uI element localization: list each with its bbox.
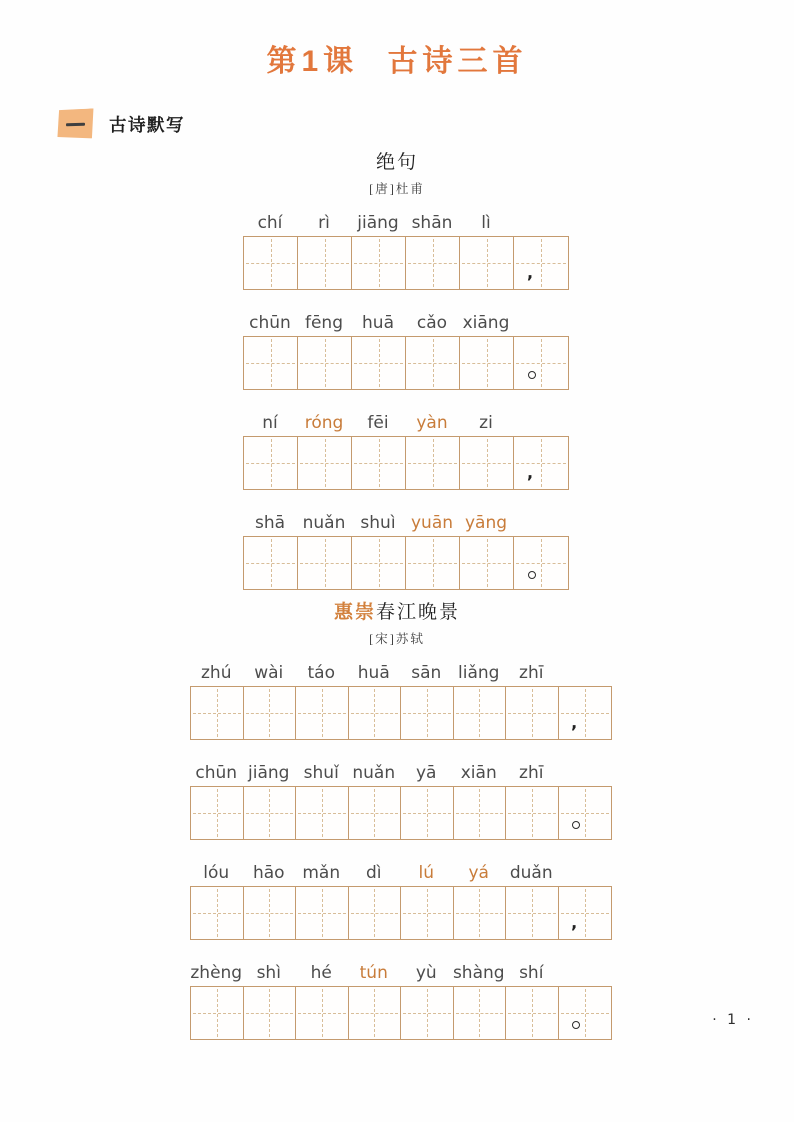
pinyin-syllable: lú bbox=[418, 863, 434, 883]
grid-cell bbox=[349, 687, 402, 739]
poem-title-text: 春江晚景 bbox=[376, 602, 461, 623]
poem-block-2 bbox=[0, 602, 794, 1040]
grid-cell bbox=[349, 787, 402, 839]
pinyin-row bbox=[190, 961, 794, 983]
cell-midline-vertical bbox=[585, 689, 586, 737]
grid-cell bbox=[296, 887, 349, 939]
cell-midline-vertical bbox=[379, 239, 380, 287]
cell-midline-vertical bbox=[541, 539, 542, 587]
poem-line bbox=[0, 661, 794, 740]
grid-cell bbox=[514, 437, 568, 489]
poem-line bbox=[0, 411, 794, 490]
pinyin-syllable: lóu bbox=[203, 863, 230, 883]
grid-cell bbox=[352, 537, 406, 589]
grid-cell bbox=[352, 337, 406, 389]
cell-midline-vertical bbox=[487, 539, 488, 587]
pinyin-syllable: lì bbox=[481, 213, 491, 233]
grid-cell bbox=[454, 887, 507, 939]
writing-grid bbox=[243, 336, 569, 390]
section-number bbox=[66, 122, 85, 126]
poem-title bbox=[0, 152, 794, 174]
grid-cell bbox=[401, 687, 454, 739]
writing-grid bbox=[190, 886, 612, 940]
pinyin-syllable: shuǐ bbox=[303, 763, 339, 783]
grid-cell bbox=[298, 437, 352, 489]
grid-cell bbox=[506, 987, 559, 1039]
pinyin-syllable: yá bbox=[468, 863, 489, 883]
grid-cell bbox=[460, 337, 514, 389]
cell-midline-vertical bbox=[269, 989, 270, 1037]
cell-midline-vertical bbox=[269, 789, 270, 837]
pinyin-syllable: zi bbox=[479, 413, 493, 433]
pinyin-syllable: fēi bbox=[367, 413, 389, 433]
grid-cell bbox=[559, 887, 612, 939]
cell-midline-vertical bbox=[585, 989, 586, 1037]
cell-midline-vertical bbox=[269, 889, 270, 937]
cell-midline-vertical bbox=[379, 439, 380, 487]
pinyin-syllable: duǎn bbox=[509, 863, 553, 883]
grid-cell bbox=[406, 237, 460, 289]
cell-midline-vertical bbox=[427, 789, 428, 837]
punctuation-period bbox=[528, 371, 536, 379]
cell-midline-vertical bbox=[379, 339, 380, 387]
punctuation-comma: , bbox=[571, 913, 578, 932]
page-number: · 1 · bbox=[712, 1012, 754, 1028]
pinyin-row bbox=[243, 211, 794, 233]
grid-cell bbox=[352, 437, 406, 489]
cell-midline-vertical bbox=[427, 689, 428, 737]
cell-midline-vertical bbox=[487, 439, 488, 487]
pinyin-syllable: chūn bbox=[249, 313, 291, 333]
cell-midline-vertical bbox=[433, 239, 434, 287]
pinyin-syllable: ní bbox=[262, 413, 278, 433]
grid-cell bbox=[296, 687, 349, 739]
pinyin-syllable: hé bbox=[310, 963, 332, 983]
grid-cell bbox=[352, 237, 406, 289]
grid-cell bbox=[454, 787, 507, 839]
cell-midline-vertical bbox=[374, 889, 375, 937]
cell-midline-vertical bbox=[374, 989, 375, 1037]
pinyin-row bbox=[190, 861, 794, 883]
grid-cell bbox=[559, 787, 612, 839]
writing-grid bbox=[243, 536, 569, 590]
punctuation-comma: , bbox=[526, 263, 534, 282]
cell-midline-vertical bbox=[427, 989, 428, 1037]
poems-container bbox=[0, 152, 794, 1040]
cell-midline-vertical bbox=[433, 339, 434, 387]
pinyin-syllable: chí bbox=[257, 213, 283, 233]
writing-grid bbox=[243, 236, 569, 290]
cell-midline-vertical bbox=[217, 989, 218, 1037]
poem-title-text: 绝句 bbox=[375, 152, 418, 173]
cell-midline-vertical bbox=[271, 539, 272, 587]
pinyin-syllable: shì bbox=[256, 963, 281, 983]
pinyin-syllable: jiāng bbox=[357, 213, 399, 233]
grid-cell bbox=[514, 237, 568, 289]
grid-cell bbox=[244, 337, 298, 389]
grid-cell bbox=[460, 537, 514, 589]
section-badge bbox=[56, 108, 94, 139]
cell-midline-vertical bbox=[532, 689, 533, 737]
punctuation-period bbox=[572, 821, 580, 829]
grid-cell bbox=[460, 237, 514, 289]
pinyin-syllable: hāo bbox=[252, 863, 285, 883]
grid-cell bbox=[406, 437, 460, 489]
pinyin-syllable: huā bbox=[357, 663, 390, 683]
pinyin-row bbox=[243, 311, 794, 333]
pinyin-syllable: shā bbox=[254, 513, 286, 533]
pinyin-syllable: róng bbox=[304, 413, 344, 433]
cell-midline-vertical bbox=[541, 239, 542, 287]
cell-midline-vertical bbox=[487, 239, 488, 287]
grid-cell bbox=[454, 987, 507, 1039]
pinyin-row bbox=[243, 511, 794, 533]
cell-midline-vertical bbox=[427, 889, 428, 937]
pinyin-syllable: shàng bbox=[452, 963, 505, 983]
grid-cell bbox=[244, 787, 297, 839]
pinyin-syllable: yā bbox=[416, 763, 437, 783]
cell-midline-vertical bbox=[271, 339, 272, 387]
cell-midline-vertical bbox=[541, 439, 542, 487]
cell-midline-vertical bbox=[487, 339, 488, 387]
pinyin-row bbox=[190, 761, 794, 783]
writing-grid bbox=[190, 986, 612, 1040]
pinyin-row bbox=[190, 661, 794, 683]
grid-cell bbox=[401, 887, 454, 939]
writing-grid bbox=[243, 436, 569, 490]
poem-author: [唐]杜甫 bbox=[369, 182, 425, 196]
pinyin-syllable: huā bbox=[362, 313, 394, 333]
pinyin-syllable: xiān bbox=[460, 763, 497, 783]
cell-midline-vertical bbox=[217, 789, 218, 837]
lesson-title: 第1课 古诗三首 bbox=[266, 45, 528, 78]
poem-line bbox=[0, 511, 794, 590]
grid-cell bbox=[298, 237, 352, 289]
grid-cell bbox=[244, 887, 297, 939]
cell-midline-vertical bbox=[585, 889, 586, 937]
grid-cell bbox=[406, 337, 460, 389]
grid-cell bbox=[191, 787, 244, 839]
punctuation-comma: , bbox=[526, 463, 534, 482]
grid-cell bbox=[506, 887, 559, 939]
grid-cell bbox=[191, 887, 244, 939]
grid-cell bbox=[244, 537, 298, 589]
cell-midline-vertical bbox=[217, 689, 218, 737]
cell-midline-vertical bbox=[269, 689, 270, 737]
pinyin-syllable: yāng bbox=[464, 513, 508, 533]
poem-line bbox=[0, 961, 794, 1040]
grid-cell bbox=[460, 437, 514, 489]
poem-title-highlight: 惠崇 bbox=[333, 602, 376, 623]
grid-cell bbox=[296, 787, 349, 839]
pinyin-syllable: mǎn bbox=[302, 863, 341, 883]
grid-cell bbox=[191, 987, 244, 1039]
grid-cell bbox=[454, 687, 507, 739]
grid-cell bbox=[506, 687, 559, 739]
cell-midline-vertical bbox=[322, 789, 323, 837]
grid-cell bbox=[244, 687, 297, 739]
pinyin-syllable: wài bbox=[254, 663, 284, 683]
cell-midline-vertical bbox=[374, 689, 375, 737]
cell-midline-vertical bbox=[325, 239, 326, 287]
pinyin-syllable: chūn bbox=[195, 763, 238, 783]
grid-cell bbox=[349, 987, 402, 1039]
cell-midline-vertical bbox=[374, 789, 375, 837]
grid-cell bbox=[244, 237, 298, 289]
pinyin-syllable: sān bbox=[411, 663, 442, 683]
grid-cell bbox=[349, 887, 402, 939]
grid-cell bbox=[514, 537, 568, 589]
section-label: 古诗默写 bbox=[109, 114, 185, 135]
pinyin-syllable: zhú bbox=[201, 663, 232, 683]
punctuation-period bbox=[572, 1021, 580, 1029]
cell-midline-vertical bbox=[271, 239, 272, 287]
writing-grid bbox=[190, 686, 612, 740]
cell-midline-vertical bbox=[322, 989, 323, 1037]
pinyin-syllable: rì bbox=[318, 213, 330, 233]
grid-cell bbox=[401, 987, 454, 1039]
grid-cell bbox=[559, 987, 612, 1039]
cell-midline-vertical bbox=[479, 989, 480, 1037]
cell-midline-vertical bbox=[325, 339, 326, 387]
pinyin-syllable: yàn bbox=[416, 413, 448, 433]
cell-midline-vertical bbox=[379, 539, 380, 587]
pinyin-syllable: shān bbox=[411, 213, 453, 233]
cell-midline-vertical bbox=[322, 689, 323, 737]
cell-midline-vertical bbox=[541, 339, 542, 387]
pinyin-syllable: cǎo bbox=[416, 313, 448, 333]
punctuation-comma: , bbox=[571, 713, 578, 732]
pinyin-row bbox=[243, 411, 794, 433]
cell-midline-vertical bbox=[479, 689, 480, 737]
pinyin-syllable: yuān bbox=[410, 513, 454, 533]
poem-line bbox=[0, 211, 794, 290]
poem-line bbox=[0, 861, 794, 940]
cell-midline-vertical bbox=[479, 889, 480, 937]
grid-cell bbox=[244, 987, 297, 1039]
poem-line bbox=[0, 761, 794, 840]
grid-cell bbox=[514, 337, 568, 389]
grid-cell bbox=[506, 787, 559, 839]
cell-midline-vertical bbox=[322, 889, 323, 937]
grid-cell bbox=[298, 337, 352, 389]
grid-cell bbox=[406, 537, 460, 589]
pinyin-syllable: nuǎn bbox=[302, 513, 346, 533]
grid-cell bbox=[559, 687, 612, 739]
grid-cell bbox=[244, 437, 298, 489]
poem-title bbox=[0, 602, 794, 624]
pinyin-syllable: liǎng bbox=[458, 663, 500, 683]
pinyin-syllable: zhī bbox=[519, 763, 544, 783]
poem-author: [宋]苏轼 bbox=[369, 632, 425, 646]
punctuation-period bbox=[528, 571, 536, 579]
poem-block-1 bbox=[0, 152, 794, 590]
cell-midline-vertical bbox=[433, 539, 434, 587]
grid-cell bbox=[191, 687, 244, 739]
cell-midline-vertical bbox=[433, 439, 434, 487]
pinyin-syllable: jiāng bbox=[248, 763, 290, 783]
pinyin-syllable: dì bbox=[365, 863, 382, 883]
pinyin-syllable: fēng bbox=[304, 313, 343, 333]
cell-midline-vertical bbox=[271, 439, 272, 487]
pinyin-syllable: zhī bbox=[519, 663, 544, 683]
pinyin-syllable: shuì bbox=[360, 513, 396, 533]
cell-midline-vertical bbox=[479, 789, 480, 837]
cell-midline-vertical bbox=[532, 989, 533, 1037]
cell-midline-vertical bbox=[325, 539, 326, 587]
pinyin-syllable: tún bbox=[359, 963, 388, 983]
pinyin-syllable: zhèng bbox=[190, 963, 243, 983]
cell-midline-vertical bbox=[217, 889, 218, 937]
grid-cell bbox=[401, 787, 454, 839]
cell-midline-vertical bbox=[532, 889, 533, 937]
poem-line bbox=[0, 311, 794, 390]
pinyin-syllable: shí bbox=[519, 963, 544, 983]
cell-midline-vertical bbox=[585, 789, 586, 837]
cell-midline-vertical bbox=[532, 789, 533, 837]
grid-cell bbox=[298, 537, 352, 589]
pinyin-syllable: yù bbox=[415, 963, 437, 983]
cell-midline-vertical bbox=[325, 439, 326, 487]
grid-cell bbox=[296, 987, 349, 1039]
section-header bbox=[57, 108, 794, 140]
pinyin-syllable: táo bbox=[307, 663, 335, 683]
writing-grid bbox=[190, 786, 612, 840]
pinyin-syllable: xiāng bbox=[462, 313, 510, 333]
pinyin-syllable: nuǎn bbox=[352, 763, 396, 783]
